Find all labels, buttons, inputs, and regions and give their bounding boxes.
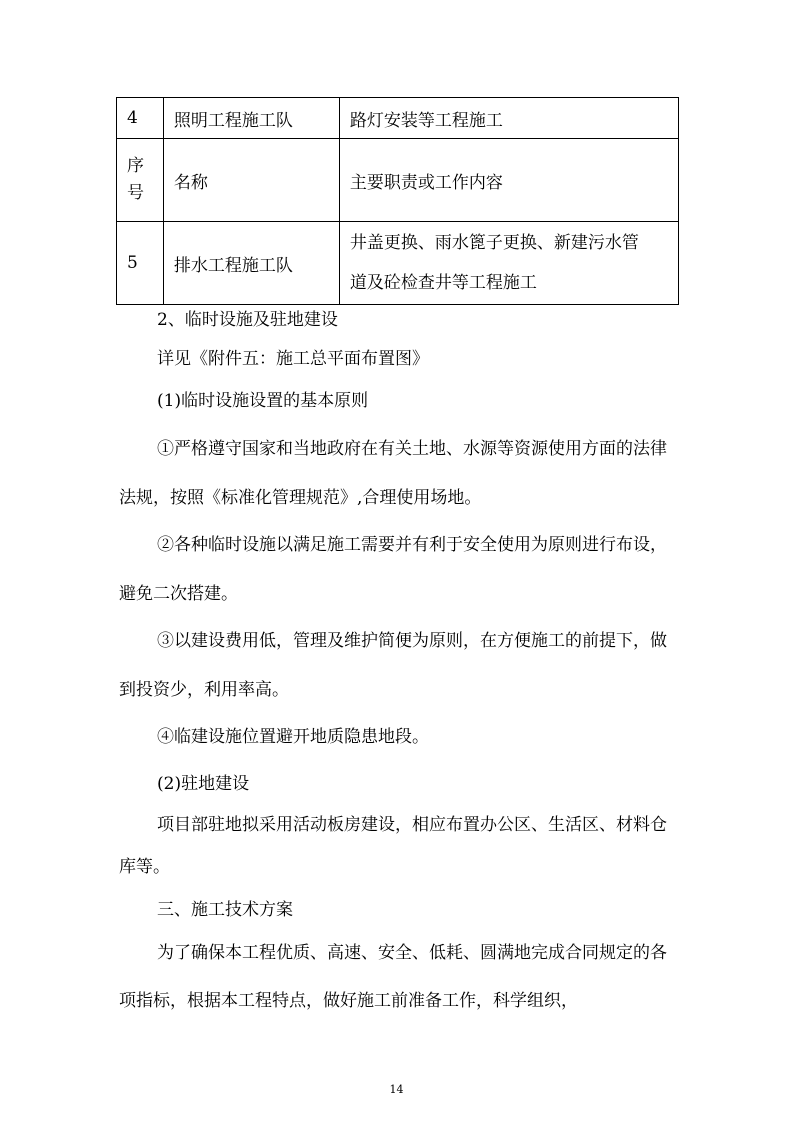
- table-header-seq-line2: 号: [127, 183, 144, 203]
- table-cell-duty: 路灯安装等工程施工: [339, 98, 678, 139]
- section-heading-technical-plan: 三、施工技术方案: [157, 900, 293, 920]
- table-cell-seq: 4: [117, 98, 164, 139]
- section-heading-temp-facilities: 2、临时设施及驻地建设: [157, 310, 338, 330]
- paragraph-principle-1: ①严格遵守国家和当地政府在有关土地、水源等资源使用方面的法律法规，按照《标准化管理规范》,合理使用场地。: [119, 439, 667, 508]
- table-cell-seq: 5: [117, 222, 164, 305]
- team-table: [116, 97, 679, 305]
- page-number: 14: [389, 1083, 404, 1096]
- subheading-principles: (1)临时设施设置的基本原则: [157, 391, 369, 411]
- table-row: [117, 222, 679, 305]
- paragraph-principle-3: ③以建设费用低，管理及维护简便为原则，在方便施工的前提下，做到投资少，利用率高。: [119, 631, 667, 700]
- subheading-station: (2)驻地建设: [157, 774, 250, 794]
- table-cell-duty-line1: 井盖更换、雨水篦子更换、新建污水管: [349, 233, 639, 253]
- table-header-row: [117, 139, 679, 222]
- paragraph-principle-2: ②各种临时设施以满足施工需要并有利于安全使用为原则进行布设，避免二次搭建。: [119, 535, 667, 604]
- paragraph-principle-4: ④临建设施位置避开地质隐患地段。: [157, 727, 429, 747]
- table-header-seq: [117, 139, 164, 222]
- table-cell-name: 排水工程施工队: [163, 222, 339, 305]
- table-row: [117, 98, 679, 139]
- paragraph-technical-plan: 为了确保本工程优质、高速、安全、低耗、圆满地完成合同规定的各项指标，根据本工程特点，做好施工前准备工作，科学组织，: [119, 943, 667, 1011]
- table-cell-duty-line2: 道及砼检查井等工程施工: [349, 273, 537, 293]
- table-header-seq-line1: 序: [127, 156, 144, 176]
- paragraph-see-attachment: 详见《附件五：施工总平面布置图》: [157, 349, 429, 369]
- paragraph-station: 项目部驻地拟采用活动板房建设，相应布置办公区、生活区、材料仓库等。: [119, 815, 667, 877]
- table-cell-name: 照明工程施工队: [163, 98, 339, 139]
- table-header-duty: 主要职责或工作内容: [339, 139, 678, 222]
- table-header-name: 名称: [163, 139, 339, 222]
- table-cell-duty: [339, 222, 678, 305]
